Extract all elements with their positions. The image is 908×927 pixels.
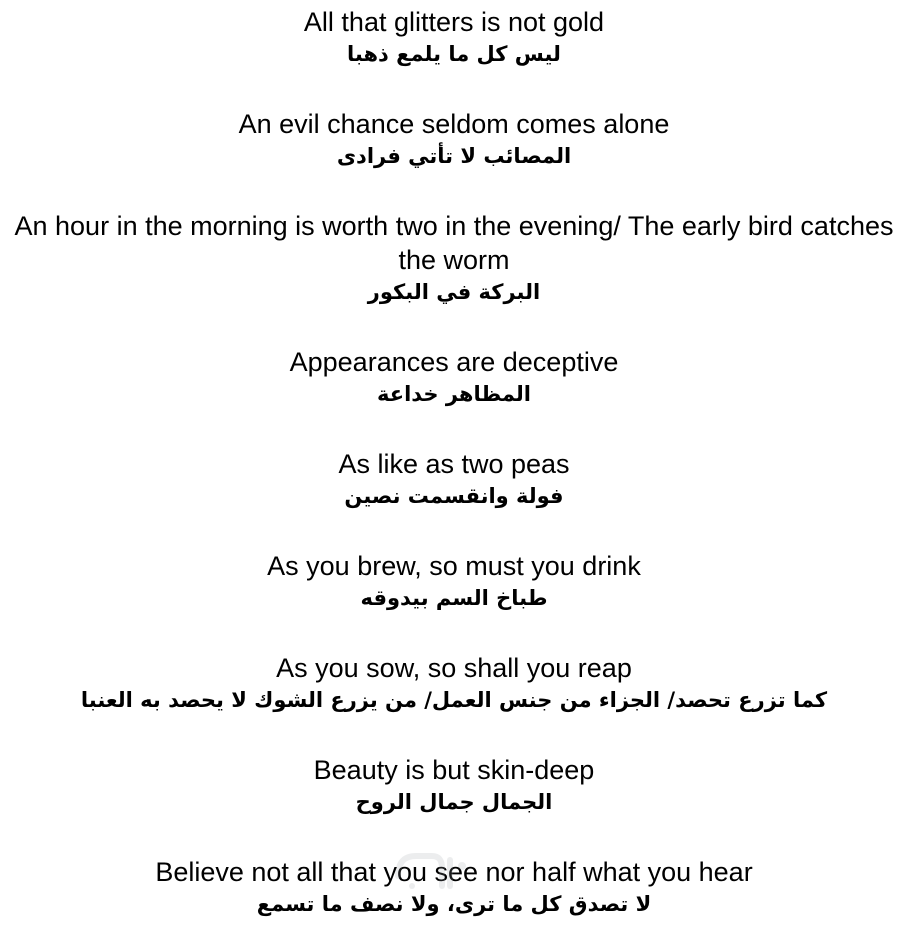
proverb-entry: [0, 549, 908, 613]
proverb-arabic: لا تصدق كل ما ترى، ولا نصف ما تسمع: [256, 892, 652, 916]
proverb-arabic: ليس كل ما يلمع ذهبا: [347, 42, 561, 66]
proverb-english: As you brew, so must you drink: [267, 551, 641, 581]
proverb-arabic: المصائب لا تأتي فرادى: [336, 144, 572, 168]
proverb-english: All that glitters is not gold: [303, 7, 605, 37]
proverb-entry: [0, 447, 908, 511]
proverb-entry: [0, 855, 908, 919]
proverb-english: Believe not all that you see nor half what you hear: [155, 857, 753, 887]
proverb-arabic: فولة وانقسمت نصين: [344, 484, 564, 508]
proverb-english: Appearances are deceptive: [289, 347, 619, 377]
proverb-entry: [0, 107, 908, 171]
proverb-english: As like as two peas: [338, 449, 570, 479]
proverb-english: As you sow, so shall you reap: [276, 653, 632, 683]
proverb-arabic: طباخ السم بيدوقه: [360, 586, 548, 610]
proverb-entry: [0, 753, 908, 817]
proverb-arabic: البركة في البكور: [367, 280, 541, 304]
proverb-arabic: الجمال جمال الروح: [355, 790, 553, 814]
proverb-english: Beauty is but skin-deep: [313, 755, 595, 785]
proverb-entry: [0, 651, 908, 715]
proverb-arabic: كما تزرع تحصد/ الجزاء من جنس العمل/ من يزرع الشوك لا يحصد به العنبا: [80, 688, 828, 712]
proverb-english: An evil chance seldom comes alone: [238, 109, 670, 139]
proverb-english: An hour in the morning is worth two in the evening/ The early bird catches the worm: [14, 211, 894, 275]
proverb-entry: [0, 345, 908, 409]
proverb-arabic: المظاهر خداعة: [377, 382, 531, 406]
proverb-entry: [0, 209, 908, 307]
proverb-entry: [0, 5, 908, 69]
